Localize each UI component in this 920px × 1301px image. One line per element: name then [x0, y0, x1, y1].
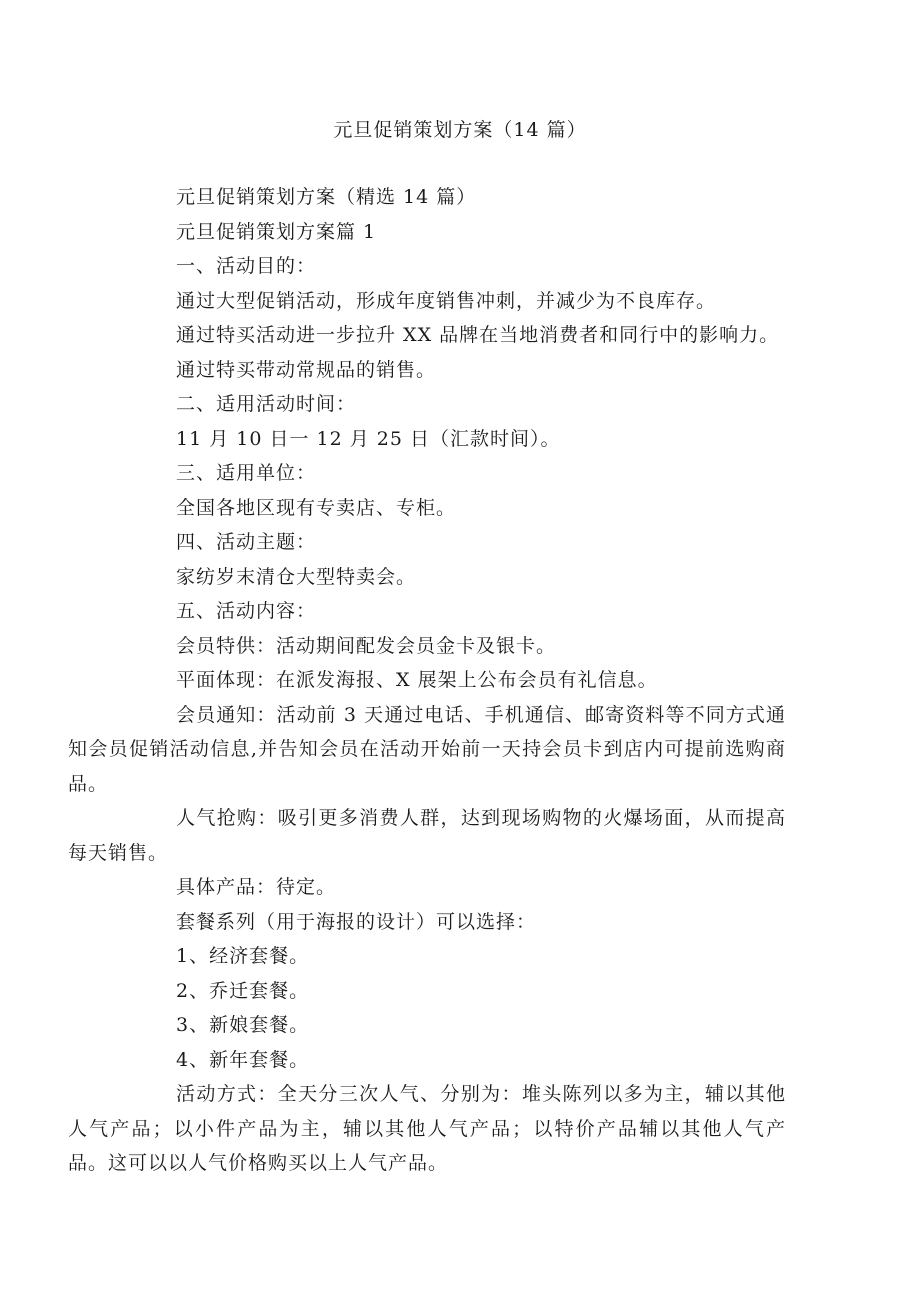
list-item: 3、新娘套餐。: [176, 1014, 310, 1036]
text-line: 通过特买带动常规品的销售。: [176, 358, 437, 381]
text-line: 套餐系列（用于海报的设计）可以选择：: [176, 910, 537, 933]
heading-content: 五、活动内容：: [176, 600, 317, 622]
text-line: 平面体现：在派发海报、X 展架上公布会员有礼信息。: [176, 669, 658, 691]
document-body: [68, 180, 788, 1181]
text-line: 会员特供：活动期间配发会员金卡及银卡。: [176, 634, 557, 657]
heading-purpose: 一、活动目的：: [176, 255, 317, 277]
text-line: 具体产品：待定。: [176, 876, 337, 898]
heading-units: 三、适用单位：: [176, 462, 317, 484]
text-line: 家纺岁末清仓大型特卖会。: [176, 565, 417, 588]
paragraph-member-notice: 会员通知：活动前 3 天通过电话、手机通信、邮寄资料等不同方式通知会员促销活动信息,并告知会员在活动开始前一天持会员卡到店内可提前选购商品。: [68, 703, 786, 795]
section-title-line: 元旦促销策划方案篇 1: [176, 220, 377, 243]
list-item: 2、乔迁套餐。: [176, 979, 310, 1002]
text-line: 11 月 10 日一 12 月 25 日（汇款时间）。: [176, 427, 561, 450]
heading-theme: 四、活动主题：: [176, 531, 317, 553]
text-line: 全国各地区现有专卖店、专柜。: [176, 496, 457, 519]
paragraph-popular-buy: 人气抢购：吸引更多消费人群，达到现场购物的火爆场面，从而提高每天销售。: [68, 807, 786, 864]
paragraph-activity-method: 活动方式：全天分三次人气、分别为：堆头陈列以多为主，辅以其他人气产品；以小件产品为主，辅以其他人气产品；以特价产品辅以其他人气产品。这可以以人气价格购买以上人气产品。: [68, 1083, 786, 1174]
list-item: 1、经济套餐。: [176, 945, 310, 967]
document-title: 元旦促销策划方案（14 篇）: [333, 119, 587, 141]
text-line: 通过特买活动进一步拉升 XX 品牌在当地消费者和同行中的影响力。: [176, 324, 780, 346]
list-item: 4、新年套餐。: [176, 1048, 310, 1071]
text-line: 通过大型促销活动，形成年度销售冲刺，并减少为不良库存。: [176, 289, 717, 312]
subtitle-line: 元旦促销策划方案（精选 14 篇）: [176, 186, 477, 208]
heading-time: 二、适用活动时间：: [176, 393, 357, 415]
